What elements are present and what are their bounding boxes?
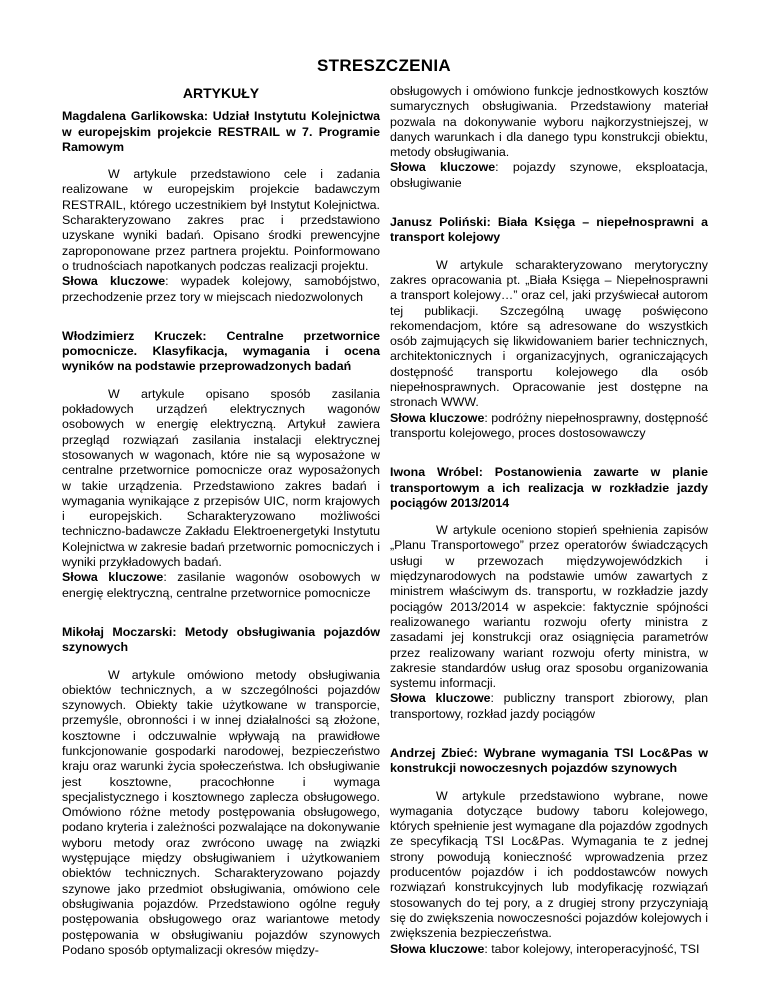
keywords-text: : tabor kolejowy, interoperacyjność, TSI — [484, 941, 700, 956]
article-abstract: W artykule opisano sposób zasilania pokładowych urządzeń elektrycznych wagonów osobowych w energię elektryczną. Artykuł zawiera przegląd rozwiązań zasilania instalacji elektrycznej stosowanych w wagonach, które nie są wyposażone w centralne przetwornice pomocnicze oraz wyposażonych w takie urządzenia. Przedstawiono zakres badań i wymagania wynikające z przepisów UIC, norm krajowych i europejskich. Scharakteryzowano możliwości techniczno-badawcze Zakładu Elektroenergetyki Instytutu Kolejnictwa w zakresie badań przetwornic pomocniczych i wyniki przykładowych badań. — [62, 386, 380, 570]
article-title: Andrzej Zbieć: Wybrane wymagania TSI Loc&Pas w konstrukcji nowoczesnych pojazdów szynowych — [390, 745, 708, 776]
article-body — [62, 167, 380, 274]
article-abstract-continued: obsługowych i omówiono funkcje jednostkowych kosztów sumarycznych obsługiwania. Przedstawiony materiał pozwala na dokonywanie wyboru najkorzystniejszej, w danych warunkach i dla danego typu konstrukcji obiektu, metody obsługiwania. — [390, 84, 708, 160]
keywords-label: Słowa kluczowe — [62, 570, 164, 585]
article-abstract: W artykule oceniono stopień spełnienia zapisów „Planu Transportowego” przez operatorów świadczących usługi w przewozach międzywojewódzkich i międzynarodowych na podstawie umów zawartych z ministrem właściwym ds. transportu, w rozkładzie jazdy pociągów 2013/2014 w aspekcie: faktycznie spójności realizowanego wariantu rozwoju oferty ministra z zasadami jej konstrukcji oraz osiągnięcia parametrów przez realizowany wariant rozwoju oferty ministra, w zakresie standardów usług oraz sposobu organizowania systemu informacji. — [390, 523, 708, 691]
article-body — [62, 668, 380, 959]
section-heading: ARTYKUŁY — [182, 85, 260, 101]
article-keywords — [390, 942, 708, 957]
article-abstract: W artykule przedstawiono wybrane, nowe wymagania dotyczące budowy taboru kolejowego, których spełnienie jest wymagane dla pojazdów zgodnych ze specyfikacją TSI Loc&Pas. Wymagania te z jednej strony powodują konieczność wprowadzenia przez producentów pojazdów i ich poddostawców nowych rozwiązań konstrukcyjnych lub modyfikację rozwiązań stosowanych do tej pory, a z drugiej strony przyczyniają się do zwiększenia nowoczesności pojazdów kolejowych i zwiększenia bezpieczeństwa. — [390, 788, 708, 941]
keywords-text: : wypadek kolejowy, samobójstwo, przechodzenie przez tory w miejscach niedozwolonych — [62, 274, 380, 304]
right-column — [390, 84, 708, 981]
keywords-label: Słowa kluczowe — [390, 410, 485, 425]
left-column — [62, 84, 380, 982]
keywords-text: : pojazdy szynowe, eksploatacja, obsługiwanie — [390, 160, 708, 190]
article-body — [390, 258, 708, 411]
article-keywords — [390, 411, 708, 442]
article-title: Iwona Wróbel: Postanowienia zawarte w planie transportowym a ich realizacja w rozkładzie jazdy pociągów 2013/2014 — [390, 465, 708, 510]
keywords-label: Słowa kluczowe — [390, 691, 491, 706]
article-title: Janusz Poliński: Biała Księga – niepełnosprawni a transport kolejowy — [390, 215, 708, 245]
article-body — [390, 789, 708, 942]
article-polinski — [390, 215, 708, 441]
article-body — [62, 387, 380, 571]
article-keywords — [62, 274, 380, 305]
keywords-label: Słowa kluczowe — [62, 274, 166, 289]
article-body — [390, 84, 708, 160]
article-body — [390, 523, 708, 691]
article-moczarski-continued — [390, 84, 708, 191]
article-abstract: W artykule omówiono metody obsługiwania obiektów technicznych, a w szczególności pojazdów szynowych. Obiekty takie użytkowane w transporcie, przemyśle, obronności i w innej działalności są złożone, kosztowne i odczuwalnie wpływają na prawidłowe funkcjonowanie gospodarki narodowej, bezpieczeństwo kraju oraz warunki życia społeczeństwa. Ich obsługiwanie jest kosztowne, pracochłonne i wymaga specjalistycznego i kosztownego zaplecza obsługowego. Omówiono różne metody postępowania obsługowego, podano kryteria i zależności pozwalające na dokonywanie wyboru metody oraz zwrócono uwagę na związki występujące między obsługiwaniem i użytkowaniem obiektów technicznych. Scharakteryzowano pojazdy szynowe jako przedmiot obsługiwania, omówiono cele obsługiwania pojazdów. Przedstawiono ogólne reguły postępowania obsługowego oraz wariantowe metody postępowania w obsługiwaniu pojazdów szynowych Podano sposób optymalizacji okresów między- — [62, 667, 380, 957]
article-title: Włodzimierz Kruczek: Centralne przetwornice pomocnicze. Klasyfikacja, wymagania i ocena wyników na podstawie przeprowadzonych badań — [62, 328, 380, 374]
article-garlikowska — [62, 109, 380, 305]
keywords-label: Słowa kluczowe — [390, 941, 485, 956]
page-title: STRESZCZENIA — [317, 56, 451, 75]
keywords-text: : podróżny niepełnosprawny, dostępność transportu kolejowego, proces dostosowawczy — [390, 410, 708, 440]
article-keywords — [390, 691, 708, 722]
article-wrobel — [390, 465, 708, 722]
keywords-text: : publiczny transport zbiorowy, plan transportowy, rozkład jazdy pociągów — [390, 691, 708, 721]
article-zbiec — [390, 746, 708, 957]
keywords-label: Słowa kluczowe — [390, 160, 496, 175]
article-title: Mikołaj Moczarski: Metody obsługiwania pojazdów szynowych — [62, 624, 380, 655]
keywords-text: : zasilanie wagonów osobowych w energię elektryczną, centralne przetwornice pomocnicze — [62, 570, 380, 600]
article-moczarski — [62, 625, 380, 958]
article-keywords — [62, 570, 380, 601]
article-kruczek — [62, 329, 380, 601]
article-abstract: W artykule scharakteryzowano merytoryczny zakres opracowania pt. „Biała Księga – Niepełnosprawni a transport kolejowy…” oraz cel, jaki przyświecał autorom tej publikacji. Szczególną uwagę poświęcono rekomendacjom, które są adresowane do wszystkich osób zajmujących się likwidowaniem barier technicznych, architektonicznych i organizacyjnych, ograniczających dostępność transportu kolejowego dla osób niepełnosprawnych. Opracowanie jest dostępne na stronach WWW. — [390, 257, 708, 410]
article-keywords — [390, 160, 708, 191]
article-title: Magdalena Garlikowska: Udział Instytutu Kolejnictwa w europejskim projekcie RESTRAIL w 7. Programie Ramowym — [62, 109, 380, 154]
article-abstract: W artykule przedstawiono cele i zadania realizowane w europejskim projekcie badawczym RESTRAIL, którego uczestnikiem był Instytut Kolejnictwa. Scharakteryzowano zakres prac i przedstawiono uzyskane wyniki badań. Opisano środki prewencyjne zaproponowane przez partnera projektu. Poinformowano o trudnościach napotkanych podczas realizacji projektu. — [62, 167, 380, 273]
